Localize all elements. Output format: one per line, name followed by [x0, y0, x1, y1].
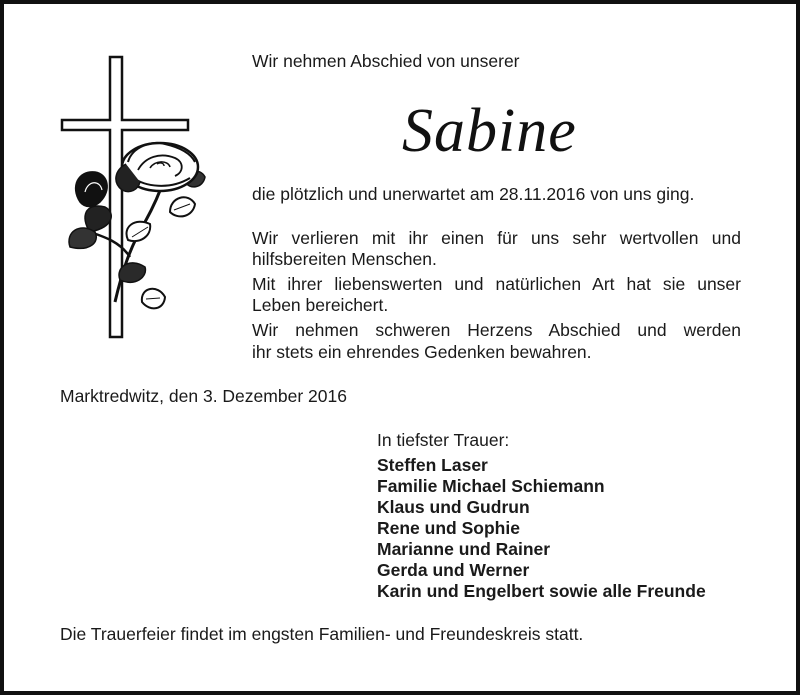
mourner-name: Marianne und Rainer — [377, 539, 551, 559]
mourner-name: Rene und Sophie — [377, 518, 520, 538]
mourner-name: Familie Michael Schiemann — [377, 476, 605, 496]
paragraph-2-line-1: Mit ihrer liebenswerten und natürlichen Art hat sie unser — [252, 274, 741, 294]
paragraph-1-line-1: Wir verlieren mit ihr einen für uns sehr wertvollen und — [252, 228, 741, 248]
mourner-name: Karin und Engelbert sowie alle Freunde — [377, 581, 706, 601]
mourner-name: Gerda und Werner — [377, 560, 530, 580]
mourners-heading: In tiefster Trauer: — [377, 430, 510, 450]
footer-note: Die Trauerfeier findet im engsten Familien- und Freundeskreis statt. — [60, 624, 584, 644]
paragraph-3-line-1: Wir nehmen schweren Herzens Abschied und werden — [252, 320, 741, 340]
paragraph-2-line-2: Leben bereichert. — [252, 295, 389, 315]
date-line: die plötzlich und unerwartet am 28.11.2016 von uns ging. — [252, 184, 695, 204]
paragraph-1-line-2: hilfsbereiten Menschen. — [252, 249, 437, 269]
place-date: Marktredwitz, den 3. Dezember 2016 — [60, 386, 347, 406]
cross-with-rose-icon — [60, 52, 220, 342]
mourner-name: Steffen Laser — [377, 455, 488, 475]
deceased-name: Sabine — [402, 97, 577, 165]
mourner-name: Klaus und Gudrun — [377, 497, 530, 517]
intro-text: Wir nehmen Abschied von unserer — [252, 51, 520, 71]
paragraph-3-line-2: ihr stets ein ehrendes Gedenken bewahren. — [252, 342, 592, 362]
